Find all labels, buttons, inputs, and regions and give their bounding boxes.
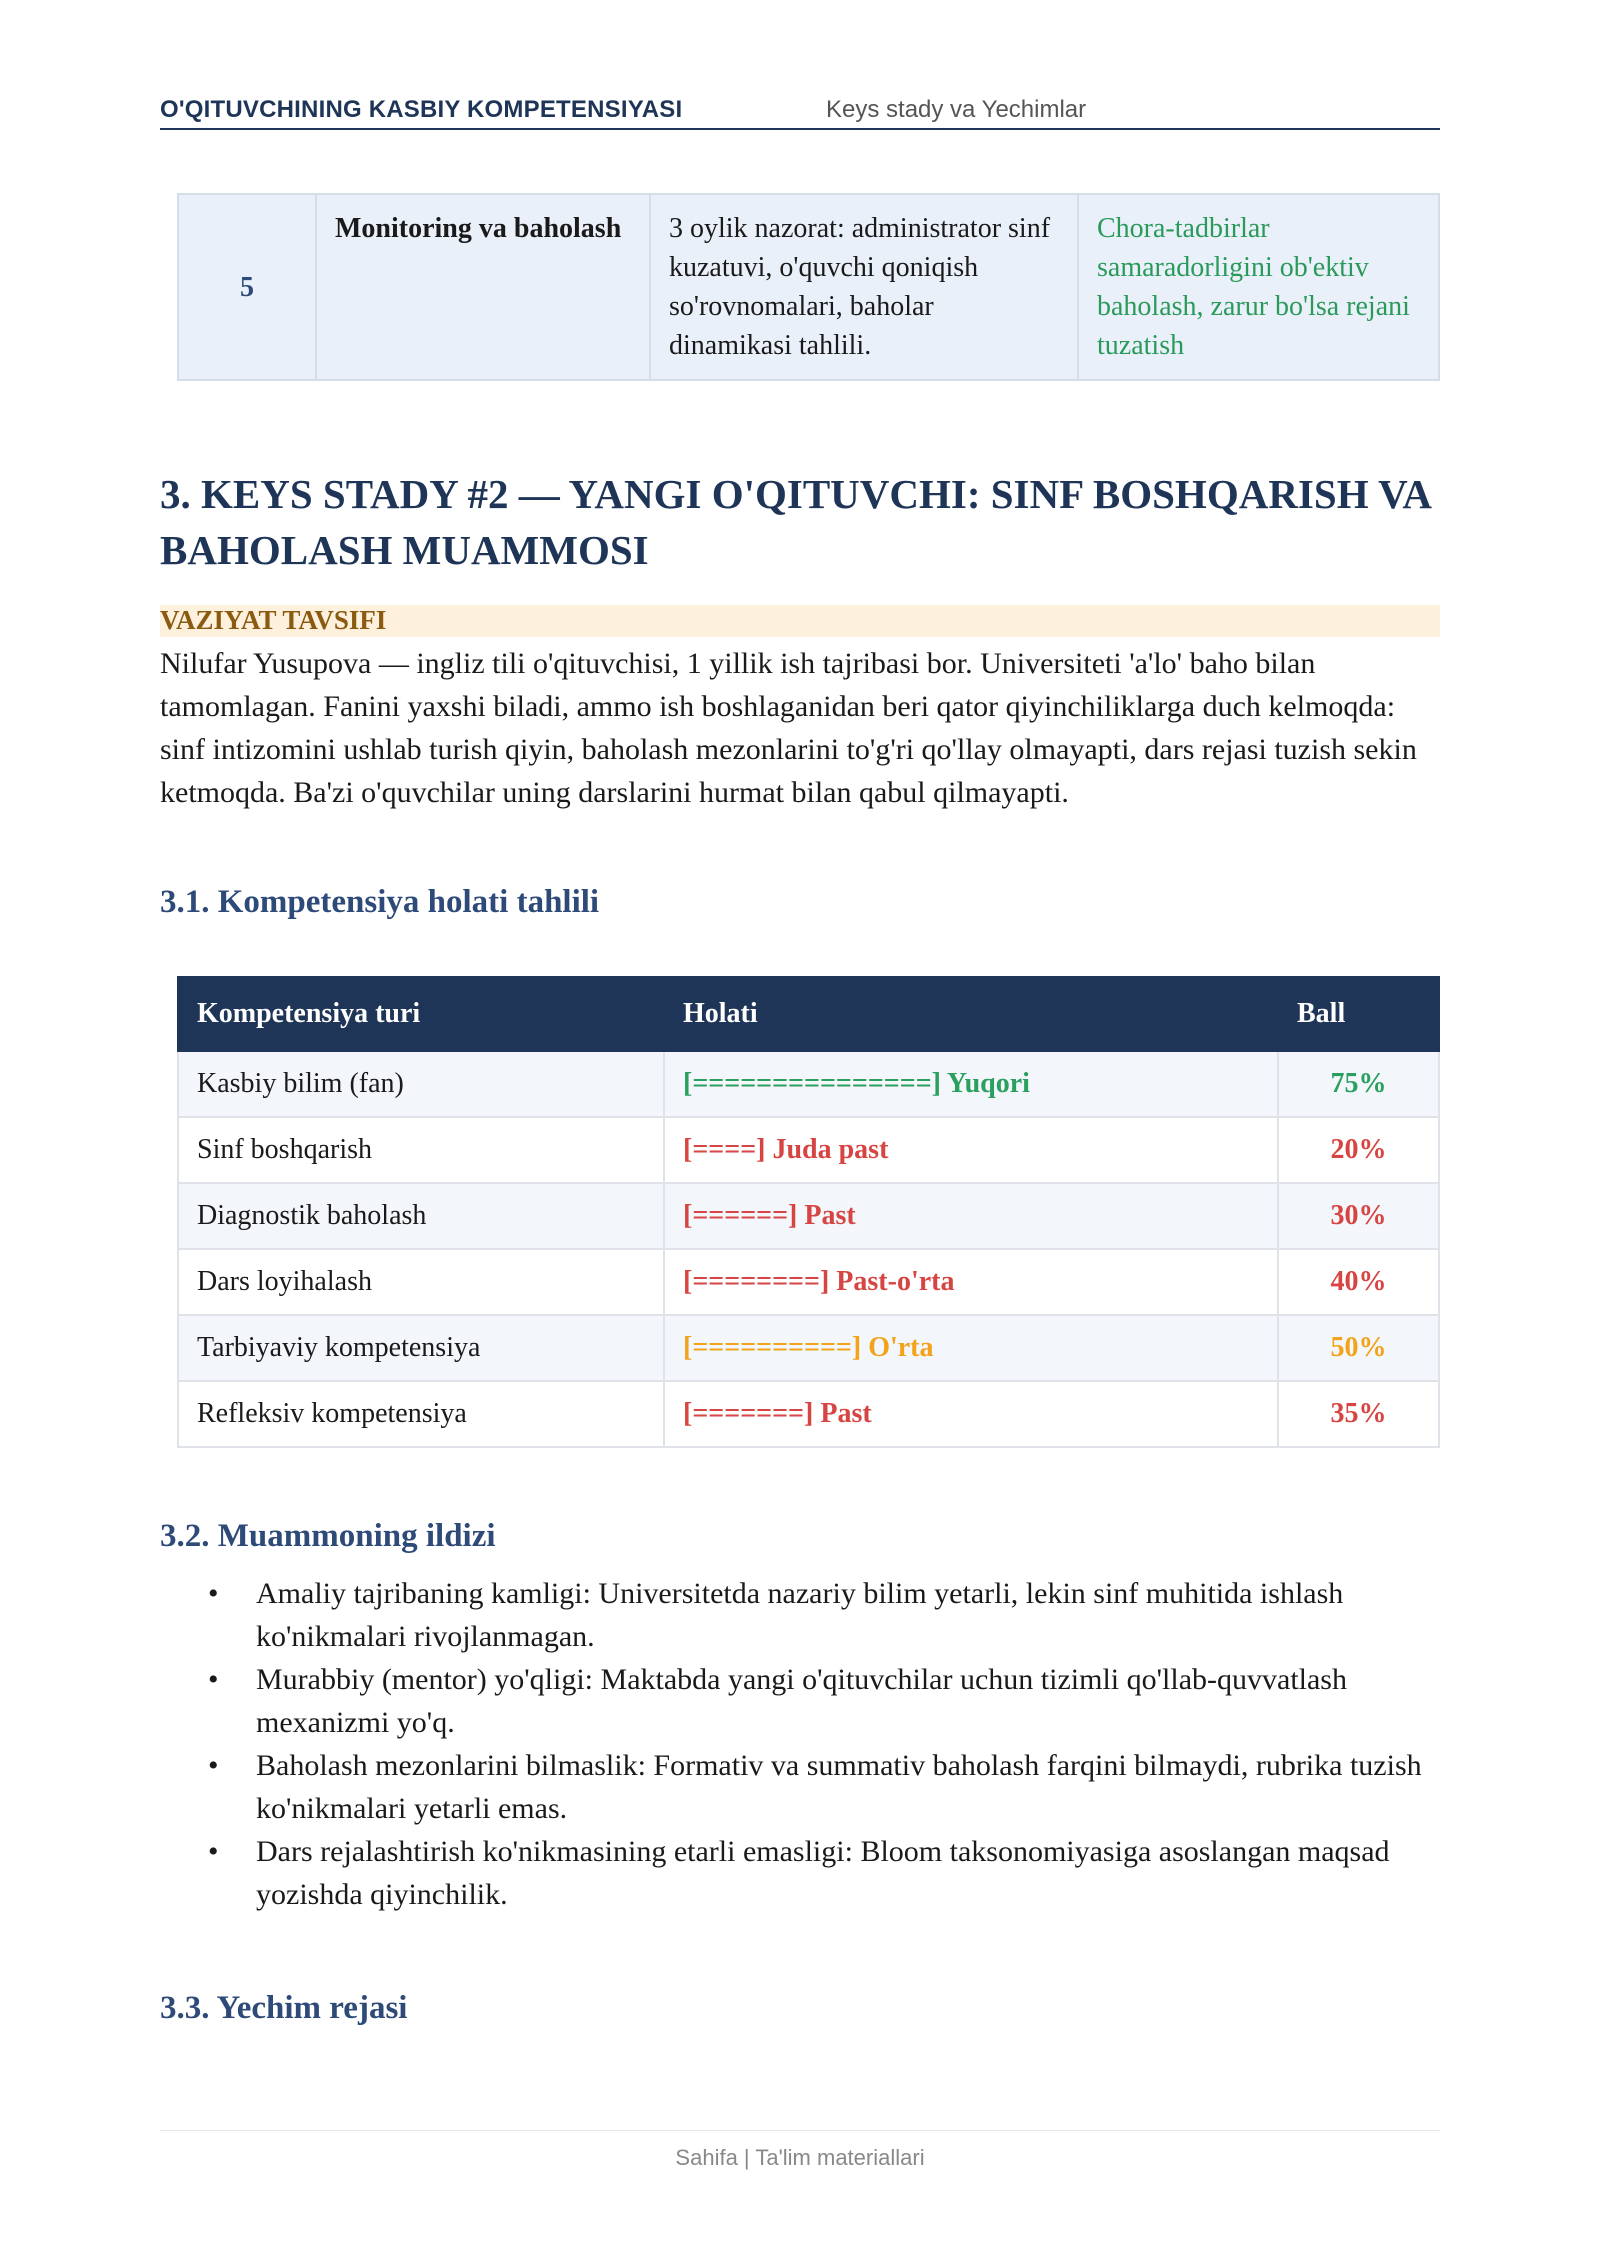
competence-name: Sinf boshqarish [178,1117,664,1183]
table-row [178,1249,1439,1315]
competence-score: 35% [1278,1381,1439,1447]
table-row [178,1117,1439,1183]
subsection-title-3-1: 3.1. Kompetensiya holati tahlili [160,884,600,920]
column-header: Kompetensiya turi [178,977,664,1051]
table-row [178,1315,1439,1381]
table-row [178,1051,1439,1117]
competence-status: [===============] Yuqori [664,1051,1278,1117]
list-item [160,1830,1440,1916]
competence-score: 75% [1278,1051,1439,1117]
table-row [178,1183,1439,1249]
column-header: Holati [664,977,1278,1051]
list-item [160,1658,1440,1744]
row-description: 3 oylik nazorat: administrator sinf kuzatuvi, o'quvchi qoniqish so'rovnomalari, baholar dinamikasi tahlili. [650,194,1078,380]
competence-status: [====] Juda past [664,1117,1278,1183]
bullet-icon: • [208,1663,219,1696]
competence-score: 40% [1278,1249,1439,1315]
subsection-title-3-3: 3.3. Yechim rejasi [160,1990,408,2026]
competence-name: Kasbiy bilim (fan) [178,1051,664,1117]
row-stage: Monitoring va baholash [316,194,650,380]
subsection-title-3-2: 3.2. Muammoning ildizi [160,1518,496,1554]
row-number: 5 [178,194,316,380]
section-title: 3. KEYS STADY #2 — YANGI O'QITUVCHI: SINF BOSHQARISH VA BAHOLASH MUAMMOSI [160,471,1430,573]
competence-name: Tarbiyaviy kompetensiya [178,1315,664,1381]
list-item [160,1572,1440,1658]
page-header [160,92,1440,130]
table-row [178,194,1439,380]
page-footer [160,2130,1440,2171]
table-header-row [178,977,1439,1051]
competence-table [177,976,1440,1448]
list-item-text: Amaliy tajribaning kamligi: Universitetda nazariy bilim yetarli, lekin sinf muhitida ishlash ko'nikmalari rivojlanmagan. [256,1577,1344,1653]
situation-label-bar [160,605,1440,637]
list-item-text: Baholash mezonlarini bilmaslik: Formativ va summativ baholash farqini bilmaydi, rubrika tuzish ko'nikmalari yetarli emas. [256,1749,1422,1825]
plan-table-continuation [177,193,1440,381]
row-result: Chora-tadbirlar samaradorligini ob'ektiv baholash, zarur bo'lsa rejani tuzatish [1078,194,1439,380]
bullet-icon: • [208,1577,219,1610]
header-subtitle: Keys stady va Yechimlar [826,96,1087,123]
situation-text: Nilufar Yusupova — ingliz tili o'qituvchisi, 1 yillik ish tajribasi bor. Universiteti 'a'lo' baho bilan tamomlagan. Fanini yaxshi biladi, ammo ish boshlaganidan beri qator qiyinchiliklarga duch kelmoqda: sinf intizomini ushlab turish qiyin, baholash mezonlarini to'g'ri qo'llay olmayapti, dars rejasi tuzish sekin ketmoqda. Ba'zi o'quvchilar uning darslarini hurmat bilan qabul qilmayapti. [160,647,1417,809]
bullet-icon: • [208,1835,219,1868]
competence-name: Dars loyihalash [178,1249,664,1315]
table-row [178,1381,1439,1447]
competence-status: [=======] Past [664,1381,1278,1447]
page [160,0,1440,2262]
competence-score: 50% [1278,1315,1439,1381]
list-item-text: Murabbiy (mentor) yo'qligi: Maktabda yangi o'qituvchilar uchun tizimli qo'llab-quvvatlash mexanizmi yo'q. [256,1663,1347,1739]
competence-status: [======] Past [664,1183,1278,1249]
bullet-icon: • [208,1749,219,1782]
root-causes-list [160,1572,1440,1916]
competence-name: Diagnostik baholash [178,1183,664,1249]
competence-score: 30% [1278,1183,1439,1249]
competence-score: 20% [1278,1117,1439,1183]
competence-status: [==========] O'rta [664,1315,1278,1381]
header-title: O'QITUVCHINING KASBIY KOMPETENSIYASI [160,96,683,123]
list-item [160,1744,1440,1830]
footer-text: Sahifa | Ta'lim materiallari [675,2145,925,2170]
situation-label: VAZIYAT TAVSIFI [160,605,387,635]
competence-name: Refleksiv kompetensiya [178,1381,664,1447]
column-header: Ball [1278,977,1439,1051]
competence-status: [========] Past-o'rta [664,1249,1278,1315]
list-item-text: Dars rejalashtirish ko'nikmasining etarli emasligi: Bloom taksonomiyasiga asoslangan maqsad yozishda qiyinchilik. [256,1835,1390,1911]
